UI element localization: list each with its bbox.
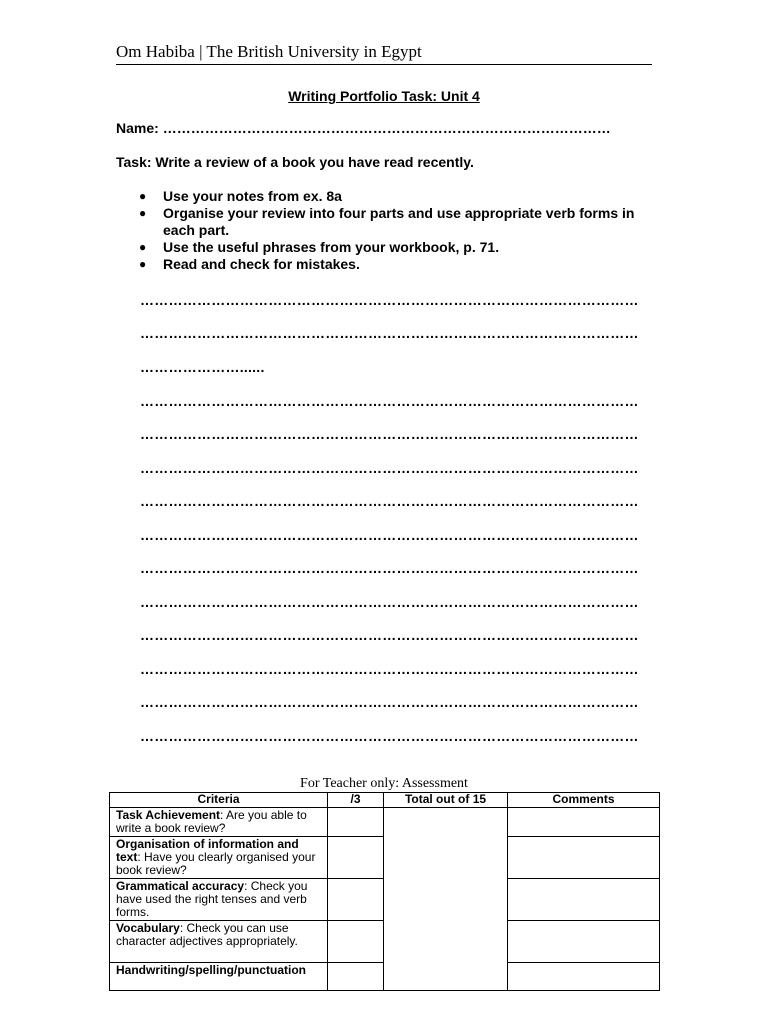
column-header-criteria: Criteria (110, 793, 328, 808)
writing-line[interactable]: …………………………………………………………………………………………… (140, 728, 639, 744)
comments-cell[interactable] (508, 921, 660, 963)
writing-line[interactable]: …………………………………………………………………………………………… (140, 426, 639, 442)
comments-cell[interactable] (508, 879, 660, 921)
writing-line[interactable]: …………………………………………………………………………………………… (140, 527, 639, 543)
bullet-icon: ● (139, 206, 147, 220)
criteria-title: Handwriting/spelling/punctuation (116, 963, 306, 977)
bullet-icon: ● (139, 240, 147, 254)
bullet-icon: ● (139, 189, 147, 203)
writing-line[interactable]: …………………………………………………………………………………………… (140, 661, 639, 677)
writing-line[interactable]: …………………………………………………………………………………………… (140, 694, 639, 710)
page-header: Om Habiba | The British University in Egypt (116, 42, 652, 65)
bullet-text: Use the useful phrases from your workbook, p. 71. (163, 239, 500, 255)
criteria-title: Organisation of information and text (116, 837, 299, 864)
assessment-caption: For Teacher only: Assessment (300, 776, 468, 791)
document-title: Writing Portfolio Task: Unit 4 (288, 88, 480, 104)
task-instruction: Task: Write a review of a book you have read recently. (116, 154, 474, 170)
writing-line[interactable]: …………………...... (140, 359, 265, 375)
table-header-row (110, 793, 660, 808)
writing-line[interactable]: …………………………………………………………………………………………… (140, 460, 639, 476)
writing-line[interactable]: …………………………………………………………………………………………… (140, 594, 639, 610)
total-cell[interactable] (384, 808, 508, 991)
column-header-score: /3 (328, 793, 384, 808)
criteria-description: : Check you have used the right tenses and verb forms. (116, 879, 308, 919)
criteria-cell (110, 963, 328, 991)
name-label: Name: (116, 120, 159, 136)
score-cell[interactable] (328, 921, 384, 963)
writing-line[interactable]: …………………………………………………………………………………………… (140, 292, 639, 308)
comments-cell[interactable] (508, 963, 660, 991)
list-item (116, 188, 656, 205)
table-row (110, 808, 660, 837)
bullet-text: Read and check for mistakes. (163, 256, 360, 272)
bullet-text: Organise your review into four parts and use appropriate verb forms in each part. (163, 205, 635, 238)
criteria-description: : Check you can use character adjectives appropriately. (116, 921, 298, 948)
writing-line[interactable]: …………………………………………………………………………………………… (140, 493, 639, 509)
instruction-list (116, 188, 656, 273)
writing-line[interactable]: …………………………………………………………………………………………… (140, 393, 639, 409)
comments-cell[interactable] (508, 808, 660, 837)
column-header-total: Total out of 15 (384, 793, 508, 808)
writing-line[interactable]: …………………………………………………………………………………………… (140, 627, 639, 643)
list-item (116, 205, 656, 239)
bullet-text: Use your notes from ex. 8a (163, 188, 342, 204)
list-item (116, 239, 656, 256)
name-field[interactable] (116, 120, 611, 136)
criteria-title: Task Achievement (116, 808, 221, 822)
column-header-comments: Comments (508, 793, 660, 808)
list-item (116, 256, 656, 273)
name-dots: …………………………………………………………………………………… (162, 120, 611, 136)
criteria-title: Vocabulary (116, 921, 180, 935)
criteria-title: Grammatical accuracy (116, 879, 245, 893)
writing-line[interactable]: …………………………………………………………………………………………… (140, 325, 639, 341)
score-cell[interactable] (328, 879, 384, 921)
criteria-cell (110, 808, 328, 837)
bullet-icon: ● (139, 257, 147, 271)
criteria-description: : Are you able to write a book review? (116, 808, 307, 835)
score-cell[interactable] (328, 808, 384, 837)
assessment-table (109, 792, 660, 991)
score-cell[interactable] (328, 837, 384, 879)
score-cell[interactable] (328, 963, 384, 991)
criteria-cell (110, 921, 328, 963)
criteria-description: : Have you clearly organised your book review? (116, 850, 316, 877)
writing-line[interactable]: …………………………………………………………………………………………… (140, 560, 639, 576)
criteria-cell (110, 837, 328, 879)
comments-cell[interactable] (508, 837, 660, 879)
criteria-cell (110, 879, 328, 921)
